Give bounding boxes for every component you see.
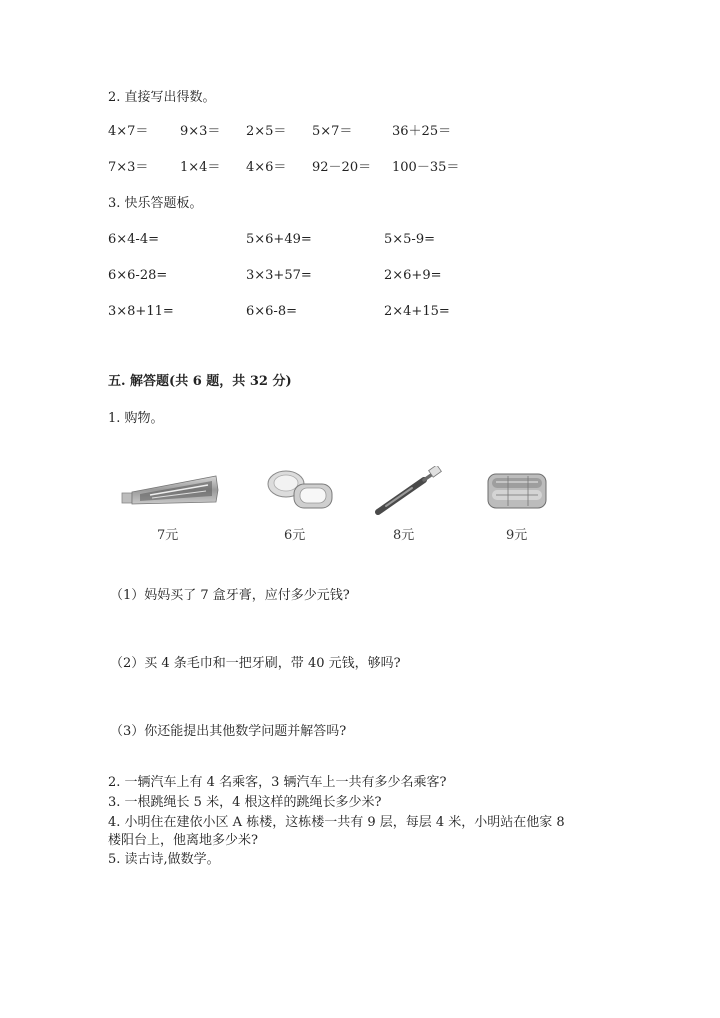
calc-item: 6×6-28=	[108, 268, 168, 283]
calc-item: 4×7＝	[108, 124, 149, 139]
calc-item: 6×4-4=	[108, 232, 159, 247]
price-label: 7元	[157, 528, 179, 543]
price-label: 6元	[284, 528, 306, 543]
sub-question-3: （3）你还能提出其他数学问题并解答吗?	[110, 724, 347, 739]
calc-item: 1×4＝	[180, 160, 221, 175]
section-3-title: 3. 快乐答题板。	[108, 196, 203, 211]
calc-item: 5×5-9=	[384, 232, 435, 247]
question-2: 2. 一辆汽车上有 4 名乘客，3 辆汽车上一共有多少名乘客?	[108, 775, 447, 790]
calc-item: 3×8+11=	[108, 304, 174, 319]
price-label: 8元	[393, 528, 415, 543]
calc-item: 3×3+57=	[246, 268, 312, 283]
question-4-line-2: 楼阳台上，他离地多少米?	[108, 833, 258, 848]
calc-item: 4×6＝	[246, 160, 287, 175]
soap-box-icon	[264, 466, 336, 512]
calc-item: 9×3＝	[180, 124, 221, 139]
question-1-title: 1. 购物。	[108, 411, 164, 426]
calc-item: 100－35＝	[392, 160, 460, 175]
calc-item: 2×6+9=	[384, 268, 442, 283]
towel-icon	[484, 468, 550, 514]
question-5: 5. 读古诗,做数学。	[108, 852, 220, 867]
price-label: 9元	[506, 528, 528, 543]
section-2-title: 2. 直接写出得数。	[108, 90, 216, 105]
toothpaste-icon	[120, 468, 220, 512]
sub-question-2: （2）买 4 条毛巾和一把牙刷，带 40 元钱，够吗?	[110, 656, 401, 671]
calc-item: 5×6+49=	[246, 232, 312, 247]
calc-item: 2×4+15=	[384, 304, 450, 319]
calc-item: 7×3＝	[108, 160, 149, 175]
calc-item: 92－20＝	[312, 160, 372, 175]
sub-question-1: （1）妈妈买了 7 盒牙膏，应付多少元钱?	[110, 588, 350, 603]
calc-item: 5×7＝	[312, 124, 353, 139]
question-4-line-1: 4. 小明住在建依小区 A 栋楼，这栋楼一共有 9 层，每层 4 米，小明站在他家 8	[108, 815, 565, 830]
section-5-heading: 五. 解答题(共 6 题，共 32 分)	[108, 374, 292, 389]
question-3: 3. 一根跳绳长 5 米，4 根这样的跳绳长多少米?	[108, 795, 382, 810]
calc-item: 2×5＝	[246, 124, 287, 139]
calc-item: 36＋25＝	[392, 124, 452, 139]
toothbrush-icon	[372, 466, 444, 516]
calc-item: 6×6-8=	[246, 304, 297, 319]
